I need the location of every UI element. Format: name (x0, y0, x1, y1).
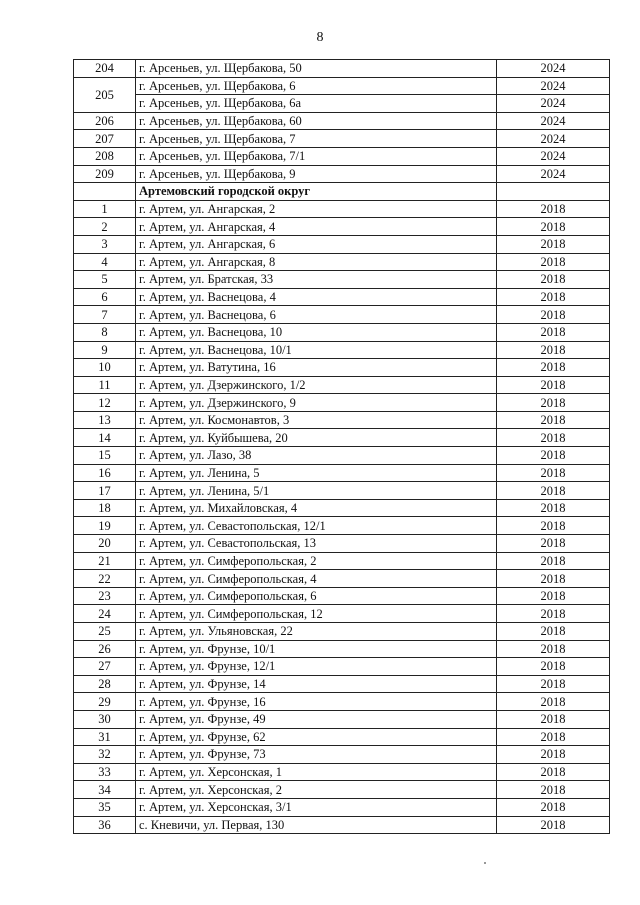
address-cell: г. Артем, ул. Симферопольская, 6 (136, 587, 497, 605)
row-number-cell: 14 (74, 429, 136, 447)
table-row (74, 728, 610, 746)
table-body (74, 60, 610, 834)
address-cell: г. Артем, ул. Братская, 33 (136, 271, 497, 289)
row-number-cell: 4 (74, 253, 136, 271)
row-number-cell (74, 183, 136, 201)
table-row (74, 165, 610, 183)
address-cell: г. Арсеньев, ул. Щербакова, 7 (136, 130, 497, 148)
table-row (74, 746, 610, 764)
address-cell: г. Артем, ул. Фрунзе, 12/1 (136, 658, 497, 676)
year-cell: 2018 (497, 728, 610, 746)
year-cell: 2018 (497, 499, 610, 517)
year-cell: 2024 (497, 165, 610, 183)
address-cell: г. Артем, ул. Куйбышева, 20 (136, 429, 497, 447)
table-row (74, 658, 610, 676)
row-number-cell: 5 (74, 271, 136, 289)
year-cell: 2018 (497, 517, 610, 535)
row-number-cell: 25 (74, 623, 136, 641)
address-cell: г. Арсеньев, ул. Щербакова, 60 (136, 112, 497, 130)
table-row (74, 693, 610, 711)
table-row (74, 130, 610, 148)
address-cell: г. Арсеньев, ул. Щербакова, 50 (136, 60, 497, 78)
row-number-cell: 10 (74, 359, 136, 377)
year-cell: 2018 (497, 376, 610, 394)
year-cell: 2018 (497, 746, 610, 764)
table-row (74, 271, 610, 289)
year-cell: 2018 (497, 359, 610, 377)
year-cell: 2018 (497, 798, 610, 816)
address-cell: г. Арсеньев, ул. Щербакова, 7/1 (136, 147, 497, 165)
table-row (74, 781, 610, 799)
year-cell: 2018 (497, 323, 610, 341)
row-number-cell: 29 (74, 693, 136, 711)
table-row (74, 200, 610, 218)
table-row (74, 288, 610, 306)
address-cell: г. Артем, ул. Фрунзе, 62 (136, 728, 497, 746)
address-cell: г. Артем, ул. Васнецова, 10 (136, 323, 497, 341)
address-cell: г. Артем, ул. Ангарская, 8 (136, 253, 497, 271)
table-row (74, 253, 610, 271)
table-row (74, 323, 610, 341)
year-cell: 2018 (497, 781, 610, 799)
table-row (74, 359, 610, 377)
row-number-cell: 24 (74, 605, 136, 623)
address-cell: г. Арсеньев, ул. Щербакова, 9 (136, 165, 497, 183)
year-cell: 2018 (497, 288, 610, 306)
table-row (74, 763, 610, 781)
row-number-cell: 33 (74, 763, 136, 781)
row-number-cell: 6 (74, 288, 136, 306)
year-cell: 2018 (497, 816, 610, 834)
row-number-cell: 207 (74, 130, 136, 148)
address-cell: г. Артем, ул. Лазо, 38 (136, 447, 497, 465)
year-cell: 2024 (497, 77, 610, 95)
address-cell: г. Артем, ул. Херсонская, 2 (136, 781, 497, 799)
table-row (74, 552, 610, 570)
table-row (74, 605, 610, 623)
year-cell: 2018 (497, 482, 610, 500)
table-row (74, 306, 610, 324)
year-cell: 2018 (497, 535, 610, 553)
year-cell: 2018 (497, 552, 610, 570)
section-header-row (74, 183, 610, 201)
year-cell: 2018 (497, 429, 610, 447)
year-cell: 2018 (497, 271, 610, 289)
table-row (74, 570, 610, 588)
table-row (74, 341, 610, 359)
row-number-cell: 2 (74, 218, 136, 236)
table-row (74, 499, 610, 517)
year-cell: 2018 (497, 693, 610, 711)
row-number-cell: 11 (74, 376, 136, 394)
table-row (74, 587, 610, 605)
table-row (74, 482, 610, 500)
year-cell: 2018 (497, 253, 610, 271)
address-cell: г. Артем, ул. Симферопольская, 2 (136, 552, 497, 570)
row-number-cell: 7 (74, 306, 136, 324)
table-row (74, 77, 610, 95)
table-row (74, 112, 610, 130)
year-cell: 2018 (497, 200, 610, 218)
year-cell (497, 183, 610, 201)
address-cell: с. Кневичи, ул. Первая, 130 (136, 816, 497, 834)
row-number-cell: 23 (74, 587, 136, 605)
year-cell: 2018 (497, 306, 610, 324)
row-number-cell: 27 (74, 658, 136, 676)
row-number-cell: 34 (74, 781, 136, 799)
address-cell: г. Артем, ул. Васнецова, 4 (136, 288, 497, 306)
row-number-cell: 13 (74, 411, 136, 429)
address-cell: г. Артем, ул. Ангарская, 6 (136, 235, 497, 253)
address-cell: г. Артем, ул. Фрунзе, 16 (136, 693, 497, 711)
address-cell: г. Артем, ул. Ленина, 5 (136, 464, 497, 482)
table-row (74, 623, 610, 641)
year-cell: 2018 (497, 464, 610, 482)
year-cell: 2018 (497, 235, 610, 253)
address-cell: г. Артем, ул. Фрунзе, 10/1 (136, 640, 497, 658)
table-row (74, 535, 610, 553)
address-cell: г. Артем, ул. Фрунзе, 73 (136, 746, 497, 764)
row-number-cell: 32 (74, 746, 136, 764)
address-cell: г. Арсеньев, ул. Щербакова, 6а (136, 95, 497, 113)
year-cell: 2018 (497, 218, 610, 236)
table-row (74, 60, 610, 78)
row-number-cell: 19 (74, 517, 136, 535)
address-cell: г. Арсеньев, ул. Щербакова, 6 (136, 77, 497, 95)
address-cell: г. Артем, ул. Васнецова, 10/1 (136, 341, 497, 359)
year-cell: 2018 (497, 763, 610, 781)
address-cell: г. Артем, ул. Севастопольская, 13 (136, 535, 497, 553)
table-row (74, 235, 610, 253)
row-number-cell: 9 (74, 341, 136, 359)
row-number-cell: 35 (74, 798, 136, 816)
table-row (74, 640, 610, 658)
row-number-cell: 209 (74, 165, 136, 183)
address-cell: г. Артем, ул. Космонавтов, 3 (136, 411, 497, 429)
address-cell: г. Артем, ул. Михайловская, 4 (136, 499, 497, 517)
year-cell: 2024 (497, 147, 610, 165)
address-cell: г. Артем, ул. Симферопольская, 4 (136, 570, 497, 588)
table-row (74, 816, 610, 834)
address-cell: г. Артем, ул. Ульяновская, 22 (136, 623, 497, 641)
address-cell: г. Артем, ул. Ватутина, 16 (136, 359, 497, 377)
year-cell: 2018 (497, 411, 610, 429)
table-row (74, 429, 610, 447)
row-number-cell: 20 (74, 535, 136, 553)
section-title-cell: Артемовский городской округ (136, 183, 497, 201)
address-cell: г. Артем, ул. Севастопольская, 12/1 (136, 517, 497, 535)
year-cell: 2018 (497, 447, 610, 465)
row-number-cell: 3 (74, 235, 136, 253)
year-cell: 2024 (497, 60, 610, 78)
address-cell: г. Артем, ул. Фрунзе, 14 (136, 675, 497, 693)
table-row (74, 95, 610, 113)
table-row (74, 376, 610, 394)
year-cell: 2018 (497, 605, 610, 623)
row-number-cell: 204 (74, 60, 136, 78)
row-number-cell: 12 (74, 394, 136, 412)
housing-table (73, 59, 610, 834)
address-cell: г. Артем, ул. Фрунзе, 49 (136, 710, 497, 728)
table-row (74, 710, 610, 728)
year-cell: 2018 (497, 587, 610, 605)
row-number-cell: 15 (74, 447, 136, 465)
year-cell: 2018 (497, 394, 610, 412)
address-cell: г. Артем, ул. Симферопольская, 12 (136, 605, 497, 623)
row-number-cell: 21 (74, 552, 136, 570)
row-number-cell: 36 (74, 816, 136, 834)
table-row (74, 798, 610, 816)
address-cell: г. Артем, ул. Херсонская, 3/1 (136, 798, 497, 816)
year-cell: 2018 (497, 341, 610, 359)
row-number-cell: 18 (74, 499, 136, 517)
year-cell: 2018 (497, 570, 610, 588)
row-number-cell: 8 (74, 323, 136, 341)
table-row (74, 147, 610, 165)
address-cell: г. Артем, ул. Дзержинского, 9 (136, 394, 497, 412)
row-number-cell: 1 (74, 200, 136, 218)
row-number-cell: 30 (74, 710, 136, 728)
scan-speck (484, 862, 486, 864)
year-cell: 2024 (497, 112, 610, 130)
address-cell: г. Артем, ул. Ангарская, 4 (136, 218, 497, 236)
row-number-cell: 206 (74, 112, 136, 130)
page-number: 8 (316, 30, 324, 45)
row-number-cell: 208 (74, 147, 136, 165)
year-cell: 2018 (497, 658, 610, 676)
row-number-cell: 31 (74, 728, 136, 746)
address-cell: г. Артем, ул. Дзержинского, 1/2 (136, 376, 497, 394)
table-row (74, 517, 610, 535)
address-cell: г. Артем, ул. Херсонская, 1 (136, 763, 497, 781)
row-number-cell: 17 (74, 482, 136, 500)
table-row (74, 218, 610, 236)
row-number-cell: 28 (74, 675, 136, 693)
year-cell: 2024 (497, 95, 610, 113)
row-number-cell: 26 (74, 640, 136, 658)
year-cell: 2024 (497, 130, 610, 148)
address-cell: г. Артем, ул. Васнецова, 6 (136, 306, 497, 324)
row-number-cell: 16 (74, 464, 136, 482)
table-row (74, 675, 610, 693)
address-cell: г. Артем, ул. Ангарская, 2 (136, 200, 497, 218)
year-cell: 2018 (497, 710, 610, 728)
year-cell: 2018 (497, 640, 610, 658)
row-number-cell: 22 (74, 570, 136, 588)
table-row (74, 464, 610, 482)
year-cell: 2018 (497, 623, 610, 641)
year-cell: 2018 (497, 675, 610, 693)
table-row (74, 447, 610, 465)
row-number-cell: 205 (74, 77, 136, 112)
table-row (74, 411, 610, 429)
table-row (74, 394, 610, 412)
address-cell: г. Артем, ул. Ленина, 5/1 (136, 482, 497, 500)
